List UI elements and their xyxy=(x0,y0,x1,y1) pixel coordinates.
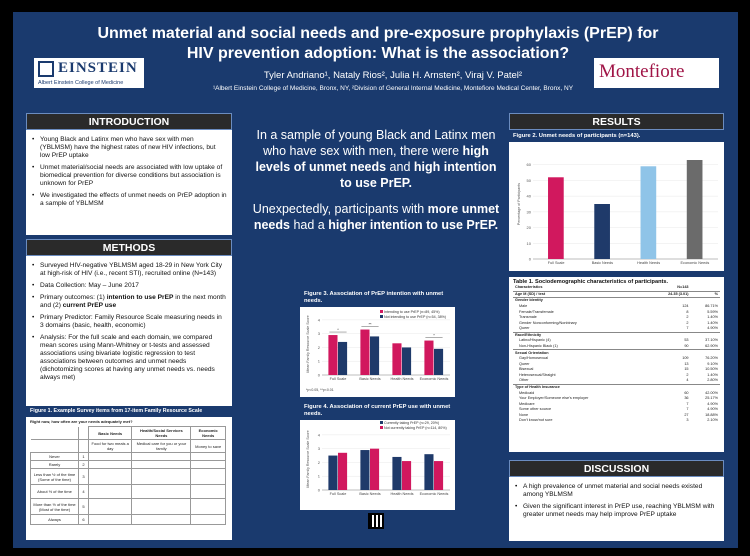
row-label: Queer xyxy=(519,361,530,366)
row-label: Gender Nonconforming/Nonbinary xyxy=(519,320,577,325)
methods-list xyxy=(31,262,227,382)
row-percent: 2.10% xyxy=(707,418,718,423)
row-count: 60 xyxy=(684,390,689,395)
discussion-bullet: • A high prevalence of unmet material and social needs existed among YBLMSM xyxy=(514,483,719,499)
row-percent: 42.00% xyxy=(705,390,718,395)
legend-label: Not currently taking PrEP (n=114, 80%) xyxy=(384,426,447,430)
row-label: Type of Health Insurance xyxy=(513,384,648,390)
row-label: Bisexual xyxy=(519,367,534,372)
significance-marker: ** xyxy=(368,321,372,327)
row-percent: 1.40% xyxy=(707,320,718,325)
row-label: Sexual Orientation xyxy=(513,350,648,356)
bar xyxy=(392,343,401,375)
key-findings xyxy=(251,127,501,243)
row-label: Gay/Homosexual xyxy=(519,356,549,361)
discussion-heading: DISCUSSION xyxy=(509,460,724,477)
methods-bullet: • Primary Predictor: Family Resource Scale measuring needs in 3 domains (basic, health, economic) xyxy=(31,314,227,330)
row-label: Transmale xyxy=(519,315,537,320)
row-label: Don't know/not sure xyxy=(519,418,553,423)
y-tick-label: 10 xyxy=(526,240,531,246)
bar xyxy=(434,461,443,490)
table-row xyxy=(31,453,226,461)
y-axis-label: Percentage of Participants xyxy=(517,182,521,226)
figure4-chart xyxy=(300,420,455,508)
authors: Tyler Andriano¹, Nataly Rios², Julia H. Arnsten², Viraj V. Patel² xyxy=(263,70,523,81)
scale-label: Less than ½ of the time (Some of the time) xyxy=(31,469,79,485)
table-row xyxy=(31,440,226,453)
legend-label: Not intending to use PrEP (n=54, 38%) xyxy=(384,315,446,319)
bar xyxy=(434,349,443,375)
row-percent: 4.90% xyxy=(707,326,718,331)
row-percent: 10.50% xyxy=(705,367,718,372)
column-header: Characteristics xyxy=(515,285,543,290)
column-header: Health/Social Services Needs xyxy=(132,427,191,440)
table-row xyxy=(31,461,226,469)
table-row xyxy=(513,291,720,298)
table-row xyxy=(31,499,226,515)
row-count: 4 xyxy=(686,378,689,383)
y-tick-label: 2 xyxy=(317,459,320,465)
methods-heading: METHODS xyxy=(26,239,232,256)
methods-bullet: • Data Collection: May – June 2017 xyxy=(31,282,227,290)
legend-swatch xyxy=(380,310,383,313)
methods-bullet: • Surveyed HIV-negative YBLMSM aged 18-29 in New York City at high-risk of HIV (i.e., recent STI), recruited online (N=143) xyxy=(31,262,227,278)
x-tick-label: Full Scale xyxy=(329,377,347,381)
table-row xyxy=(513,418,720,424)
column-header: Economic Needs xyxy=(191,427,226,440)
x-tick-label: Health Needs xyxy=(390,492,414,496)
results-heading: RESULTS xyxy=(509,113,724,130)
bar xyxy=(402,347,411,375)
scale-label: More than ½ of the time (Most of the time) xyxy=(31,499,79,515)
y-tick-label: 1 xyxy=(317,473,320,479)
scale-label: Rarely xyxy=(31,461,79,469)
y-tick-label: 4 xyxy=(317,317,320,323)
example-item: Medical care for you or your family xyxy=(132,440,191,453)
figure2-chart xyxy=(509,144,724,269)
discussion-bullet: • Given the significant interest in PrEP use, reaching YBLMSM with greater unmet needs may help improve PrEP uptake xyxy=(514,503,719,519)
figure3-panel xyxy=(300,289,455,397)
row-count: 7 xyxy=(686,401,689,406)
scale-label: Never xyxy=(31,453,79,461)
methods-section xyxy=(26,256,232,406)
x-tick-label: Basic Needs xyxy=(359,492,381,496)
figure4-title: Figure 4. Association of current PrEP use with unmet needs. xyxy=(300,402,455,420)
y-tick-label: 30 xyxy=(526,209,531,215)
column-header: Basic Needs xyxy=(89,427,132,440)
significance-marker: * xyxy=(433,332,435,338)
figure3-title: Figure 3. Association of PrEP intention with unmet needs. xyxy=(300,289,455,307)
row-percent: 86.71% xyxy=(705,303,718,308)
example-item: Money to save xyxy=(191,440,226,453)
qr-code-icon xyxy=(368,513,384,529)
y-tick-label: 4 xyxy=(317,432,320,438)
montefiore-logo xyxy=(594,58,719,88)
row-count: 36 xyxy=(684,396,689,401)
bar xyxy=(641,166,657,259)
row-count: 2 xyxy=(686,372,689,377)
bar xyxy=(424,341,433,375)
figure3-footnote: *p<0.05, **p<0.01 xyxy=(306,388,334,392)
y-tick-label: 20 xyxy=(526,225,531,231)
scale-value: 6 xyxy=(79,515,89,525)
scale-value: 5 xyxy=(79,499,89,515)
row-label: Queer xyxy=(519,326,530,331)
x-tick-label: Economic Needs xyxy=(680,261,710,265)
figure2-title: Figure 2. Unmet needs of participants (n=143). xyxy=(509,131,724,142)
y-tick-label: 0 xyxy=(317,372,320,378)
y-tick-label: 0 xyxy=(317,487,320,493)
y-tick-label: 3 xyxy=(317,331,320,337)
table1-panel xyxy=(509,277,724,452)
bar xyxy=(338,453,347,490)
y-tick-label: 40 xyxy=(526,193,531,199)
einstein-logo-text: EINSTEIN xyxy=(58,60,138,76)
bar xyxy=(687,160,703,259)
row-label: Your Employer/Someone else's employer xyxy=(519,396,589,401)
row-label: None xyxy=(519,412,529,417)
x-tick-label: Basic Needs xyxy=(591,261,614,265)
x-tick-label: Economic Needs xyxy=(419,377,449,381)
y-tick-label: 2 xyxy=(317,344,320,350)
legend-label: Intending to use PrEP (n=89, 45%) xyxy=(384,310,440,314)
discussion-section xyxy=(509,477,724,541)
y-tick-label: 50 xyxy=(526,177,531,183)
y-tick-label: 0 xyxy=(528,256,531,262)
x-tick-label: Basic Needs xyxy=(359,377,381,381)
introduction-heading: INTRODUCTION xyxy=(26,113,232,130)
row-percent: 62.90% xyxy=(705,343,718,348)
legend-swatch xyxy=(380,315,383,318)
row-percent: 76.20% xyxy=(705,356,718,361)
row-count: 109 xyxy=(682,356,689,361)
key-finding-2: Unexpectedly, participants with more unmet needs had a higher intention to use PrEP. xyxy=(252,202,500,232)
row-count: 2 xyxy=(686,320,689,325)
row-label: Gender Identity xyxy=(513,298,648,304)
row-percent: 1.40% xyxy=(707,372,718,377)
y-tick-label: 3 xyxy=(317,446,320,452)
poster-header xyxy=(13,12,738,107)
bar xyxy=(360,450,369,490)
intro-bullet: • Unmet material/social needs are associated with low uptake of biomedical prevention for diverse conditions but association is unknown for PrEP xyxy=(31,164,227,188)
bar xyxy=(402,461,411,490)
legend-swatch xyxy=(380,426,383,429)
bar xyxy=(594,204,610,259)
einstein-emblem-icon xyxy=(38,61,54,77)
key-finding-1: In a sample of young Black and Latinx men who have sex with men, there were high levels of unmet needs and high intention to use PrEP. xyxy=(255,128,497,190)
row-label: Medicaid xyxy=(519,390,535,395)
scale-value: 3 xyxy=(79,469,89,485)
bar xyxy=(328,456,337,490)
row-percent: 37.10% xyxy=(705,338,718,343)
row-label: Race/Ethnicity xyxy=(513,332,648,338)
poster-title: Unmet material and social needs and pre-exposure prophylaxis (PrEP) for HIV prevention adoption: What is the association? xyxy=(97,25,659,62)
bar xyxy=(360,330,369,375)
bar xyxy=(328,335,337,375)
row-percent: % xyxy=(691,291,720,298)
y-tick-label: 60 xyxy=(526,162,531,168)
row-count: 2 xyxy=(686,315,689,320)
row-count: 124 xyxy=(682,303,689,308)
bar xyxy=(338,342,347,375)
x-tick-label: Health Needs xyxy=(637,261,661,265)
significance-marker: * xyxy=(337,327,339,333)
table-row xyxy=(31,469,226,485)
row-percent: 4.90% xyxy=(707,401,718,406)
example-item: Food for two meals a day xyxy=(89,440,132,453)
bar xyxy=(370,449,379,490)
row-count: 3 xyxy=(686,418,689,423)
row-percent: 9.10% xyxy=(707,361,718,366)
legend-label: Currently taking PrEP (n=29, 20%) xyxy=(384,421,440,425)
row-label: Latino/Hispanic (4) xyxy=(519,338,551,343)
table-header-row xyxy=(31,427,226,440)
row-label: Male xyxy=(519,303,528,308)
bar xyxy=(424,454,433,490)
figure4-panel xyxy=(300,402,455,510)
row-percent: 5.59% xyxy=(707,309,718,314)
bar xyxy=(392,457,401,490)
discussion-list xyxy=(514,483,719,519)
row-label: Non-Hispanic Black (1) xyxy=(519,343,558,348)
row-percent: 1.40% xyxy=(707,315,718,320)
table1 xyxy=(513,285,720,424)
scale-value: 4 xyxy=(79,485,89,499)
introduction-section xyxy=(26,130,232,235)
row-label: Medicare xyxy=(519,401,535,406)
intro-bullet: • Young Black and Latinx men who have sex with men (YBLMSM) have the highest rates of new HIV infections, but low PrEP uptake xyxy=(31,136,227,160)
table-row xyxy=(31,485,226,499)
row-percent: 18.88% xyxy=(705,412,718,417)
row-label: Age M (SD) / test xyxy=(513,291,648,298)
x-tick-label: Economic Needs xyxy=(419,492,449,496)
scale-value: 2 xyxy=(79,461,89,469)
scale-label: Always xyxy=(31,515,79,525)
row-count: 90 xyxy=(684,343,689,348)
bar xyxy=(370,336,379,375)
row-count: 7 xyxy=(686,326,689,331)
poster xyxy=(13,12,738,548)
row-count: 27 xyxy=(684,412,689,417)
row-label: Female/Transfemale xyxy=(519,309,554,314)
row-label: Other xyxy=(519,378,529,383)
methods-bullet: • Analysis: For the full scale and each domain, we compared mean scores using Mann-Whitney or t-tests and assessed associations using bivariate logistic regression to test associations between outcomes and unmet needs (dichotomizing scores at having any unmet needs vs. needs always met) xyxy=(31,334,227,382)
row-label: Heterosexual/Straight xyxy=(519,372,556,377)
x-tick-label: Full Scale xyxy=(329,492,347,496)
table-row xyxy=(31,515,226,525)
row-count: 24.35 (3.01) xyxy=(648,291,691,298)
row-percent: 2.80% xyxy=(707,378,718,383)
row-label: Some other source xyxy=(519,407,552,412)
figure1-title: Figure 1. Example Survey items from 17-item Family Resource Scale xyxy=(26,406,232,417)
y-axis-label: Mean Family Resource Scale Score xyxy=(306,430,310,488)
bar xyxy=(548,177,564,259)
scale-value: 1 xyxy=(79,453,89,461)
figure1-table xyxy=(30,426,226,525)
intro-bullet: • We investigated the effects of unmet needs on PrEP adoption in a sample of YBLMSM xyxy=(31,192,227,208)
row-percent: 4.90% xyxy=(707,407,718,412)
figure1-question: Right now, how often are your needs adequately met? xyxy=(30,419,133,424)
montefiore-logo-text: Montefiore xyxy=(599,61,685,82)
row-count: 13 xyxy=(684,361,689,366)
figure2-panel xyxy=(509,131,724,271)
row-count: 53 xyxy=(684,338,689,343)
affiliations: ¹Albert Einstein College of Medicine, Bronx, NY, ²Division of General Internal Medicine, Montefiore Medical Center, Bronx, NY xyxy=(212,85,574,92)
scale-label: About ½ of the time xyxy=(31,485,79,499)
y-tick-label: 1 xyxy=(317,358,320,364)
x-tick-label: Health Needs xyxy=(390,377,414,381)
methods-bullet: • Primary outcomes: (1) intention to use PrEP in the next month and (2) current PrEP use xyxy=(31,294,227,310)
column-header: N=143 xyxy=(677,285,689,290)
einstein-logo xyxy=(34,58,144,88)
row-count: 7 xyxy=(686,407,689,412)
x-tick-label: Full Scale xyxy=(547,261,565,265)
row-count: 8 xyxy=(686,309,689,314)
table1-title: Table 1. Sociodemographic characteristics of participants. xyxy=(513,279,669,285)
figure1-panel xyxy=(26,406,232,540)
figure3-chart xyxy=(300,307,455,395)
y-axis-label: Mean Family Resource Scale Score xyxy=(306,315,310,373)
row-percent: 25.17% xyxy=(705,396,718,401)
einstein-logo-subtitle: Albert Einstein College of Medicine xyxy=(38,80,124,86)
legend-swatch xyxy=(380,421,383,424)
introduction-list xyxy=(31,136,227,208)
row-count: 15 xyxy=(684,367,689,372)
